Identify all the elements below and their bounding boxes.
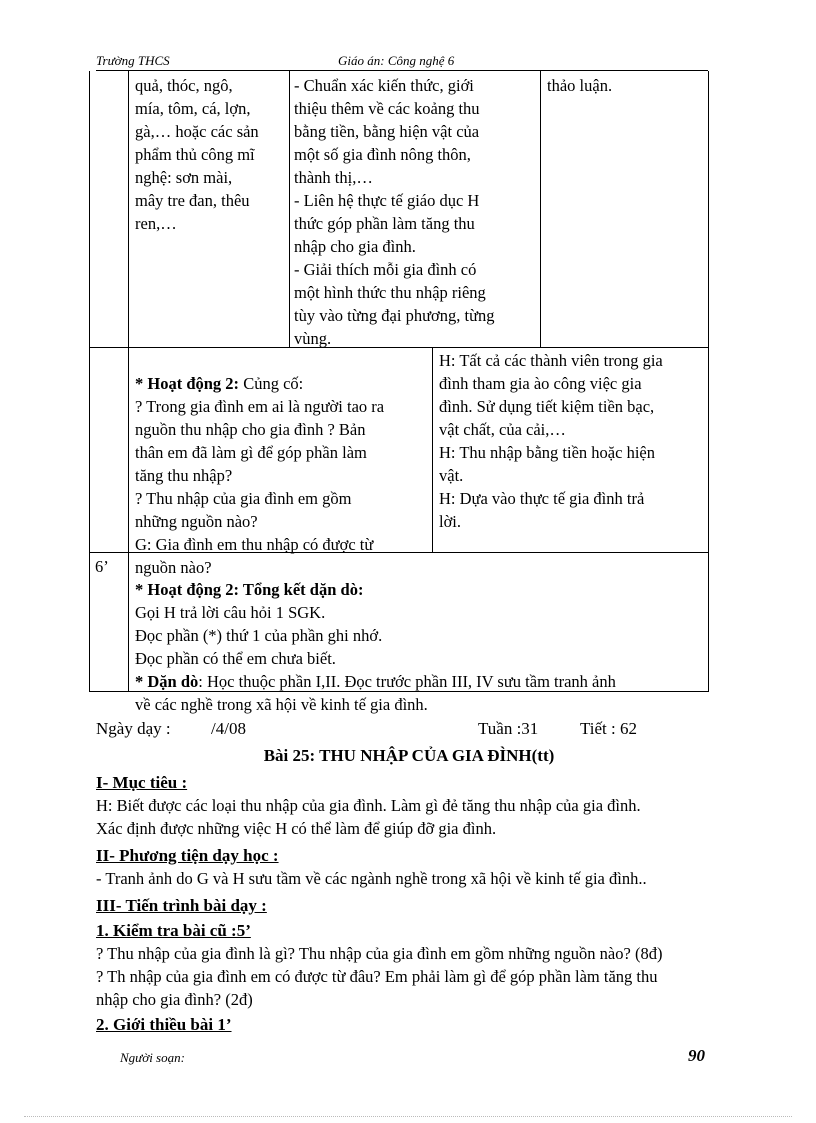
- teaching-date: /4/08: [211, 719, 246, 738]
- row1-teacher-activity: - Chuẩn xác kiến thức, giới thiệu thêm về các koảng thu bằng tiền, bằng hiện vật của một số gia đình nông thôn, thành thị,… - Liên hệ thực tế giáo dục H thức góp phần làm tăng thu nhập cho gia đình. - Giải thích mỗi gia đình có một hình thức thu nhập riêng tùy vào từng đại phương, từng vùng.: [294, 76, 495, 348]
- section-materials-heading: II- Phương tiện dạy học :: [96, 846, 279, 865]
- homework-label: * Dặn dò: [135, 672, 199, 691]
- row2-teacher-activity: [129, 349, 432, 579]
- page-number: 90: [688, 1046, 705, 1065]
- summary-activity-title: * Hoạt động 2: Tổng kết dặn dò:: [135, 580, 364, 599]
- header-subject: Giáo án: Công nghệ 6: [338, 53, 455, 68]
- row2-questions: ? Trong gia đình em ai là người tao ra nguồn thu nhập cho gia đình ? Bản thân em đã làm gì để góp phần làm tăng thu nhập? ? Thu nhập của gia đình em gồm những nguồn nào? G: Gia đình em thu nhập có được từ nguồn nào?: [135, 397, 385, 577]
- footer-author: Người soạn:: [120, 1050, 185, 1065]
- period-number: Tiết : 62: [580, 719, 638, 738]
- row1-content: quả, thóc, ngô, mía, tôm, cá, lợn, gà,… hoặc các sản phẩm thủ công mĩ nghệ: sơn mài, mây tre đan, thêu ren,…: [135, 76, 259, 233]
- section-review-body: ? Thu nhập của gia đình là gì? Thu nhập của gia đình em gồm những nguồn nào? (8đ) ? Th nhập của gia đình em có được từ đâu? Em phải làm gì để góp phần làm tăng thu nhập cho gia đình? (2đ): [96, 944, 663, 1009]
- section-objectives-body: H: Biết được các loại thu nhập của gia đình. Làm gì đẻ tăng thu nhập của gia đình. Xác định được những việc H có thể làm để giúp đỡ gia đình.: [96, 796, 641, 838]
- row2-student-answers: H: Tất cả các thành viên trong gia đình tham gia ào công việc gia đình. Sử dụng tiết kiệm tiền bạc, vật chất, của cải,… H: Thu nhập bằng tiền hoặc hiện vật. H: Dựa vào thực tế gia đình trả lời.: [439, 351, 663, 531]
- page-header: [96, 52, 708, 71]
- activity-2-title: Củng cố:: [239, 374, 304, 393]
- section-materials-body: - Tranh ảnh do G và H sưu tầm về các ngành nghề trong xã hội về kinh tế gia đình..: [96, 869, 647, 888]
- row3-content: [129, 555, 708, 716]
- row3-time: 6’: [95, 557, 109, 576]
- lesson-title: Bài 25: THU NHẬP CỦA GIA ĐÌNH(tt): [263, 746, 555, 765]
- week-number: Tuần :31: [478, 719, 539, 738]
- homework-text: : Học thuộc phần I,II. Đọc trước phần III, IV sưu tầm tranh ảnh về các nghề trong xã hội về kinh tế gia đình.: [135, 672, 616, 714]
- section-objectives-heading: I- Mục tiêu :: [96, 773, 188, 792]
- page-bottom-divider: [24, 1116, 792, 1117]
- activity-2-label: * Hoạt động 2:: [135, 374, 240, 393]
- summary-tasks: Gọi H trả lời câu hỏi 1 SGK. Đọc phần (*) thứ 1 của phần ghi nhớ. Đọc phần có thể em chưa biết.: [135, 603, 383, 668]
- header-school: Trường THCS: [96, 53, 170, 68]
- teaching-date-label: Ngày dạy :: [96, 719, 171, 738]
- section-procedure-heading: III- Tiến trình bài dạy :: [96, 896, 267, 915]
- row1-student-activity: thảo luận.: [547, 76, 613, 95]
- section-intro-heading: 2. Giới thiều bài 1’: [96, 1015, 232, 1034]
- section-review-heading: 1. Kiểm tra bài cũ :5’: [96, 921, 251, 940]
